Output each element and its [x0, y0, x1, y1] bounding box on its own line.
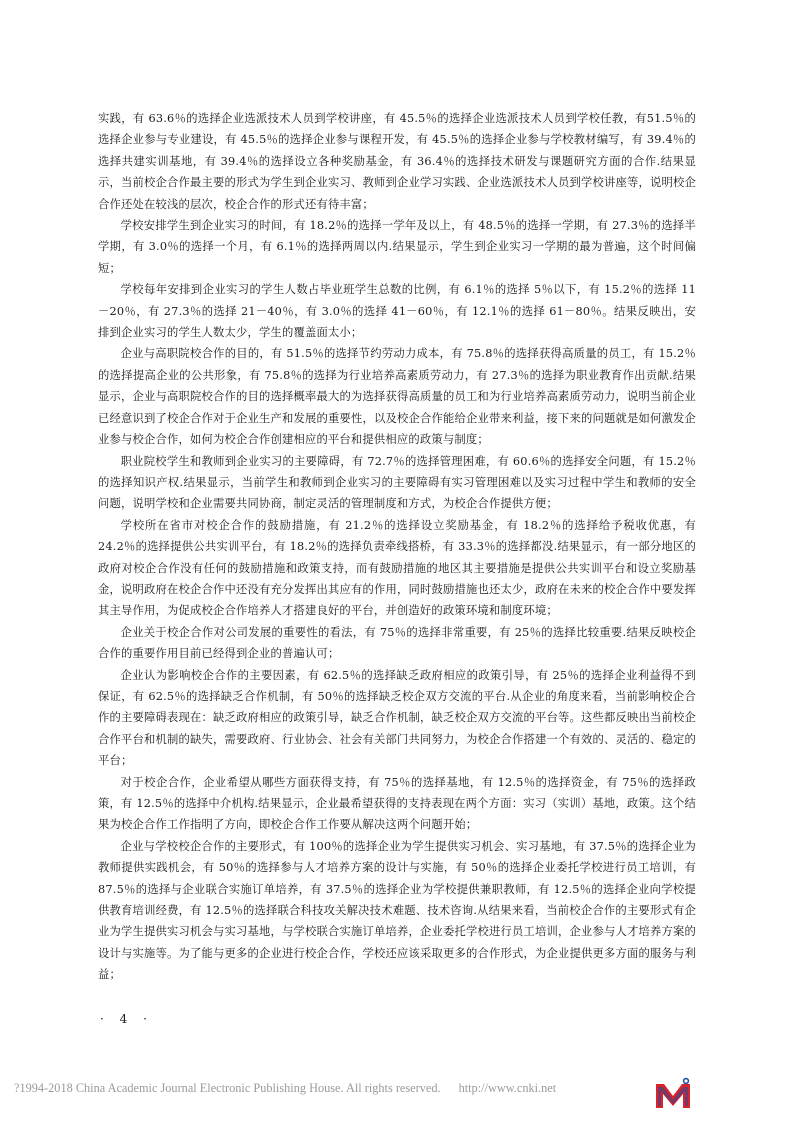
- footer-url[interactable]: http://www.cnki.net: [458, 1081, 557, 1095]
- paragraph-1: 实践，有 63.6％的选择企业选派技术人员到学校讲座，有 45.5％的选择企业选派技术人员到学校任教，有51.5％的选择企业参与专业建设，有 45.5％的选择企业参与课程开发，有 45.5％的选择企业参与学校教材编写，有 39.4％的选择共建实训基地，有 39.4％的选择设立各种奖励基金，有 36.4％的选择技术研发与课题研究方面的合作.结果显示，当前校企合作最主要的形式为学生到企业实习、教师到企业学习实践、企业选派技术人员到学校讲座等，说明校企合作还处在较浅的层次，校企合作的形式还有待丰富；: [98, 112, 696, 211]
- paragraph-8: 企业认为影响校企合作的主要因素，有 62.5％的选择缺乏政府相应的政策引导，有 25％的选择企业利益得不到保证，有 62.5％的选择缺乏合作机制，有 50％的选择缺乏校企双方交流的平台.从企业的角度来看，当前影响校企合作的主要障碍表现在：缺乏政府相应的政策引导，缺乏合作机制，缺乏校企双方交流的平台等。这些都反映出当前校企合作平台和机制的缺失，需要政府、行业协会、社会有关部门共同努力，为校企合作搭建一个有效的、灵活的、稳定的平台；: [98, 668, 696, 768]
- paragraph-5: 职业院校学生和教师到企业实习的主要障碍，有 72.7％的选择管理困难，有 60.6％的选择安全问题，有 15.2％的选择知识产权.结果显示，当前学生和教师到企业实习的主要障碍有实习管理困难以及实习过程中学生和教师的安全问题，说明学校和企业需要共同协商，制定灵活的管理制度和方式，为校企合作提供方便；: [98, 454, 696, 511]
- paragraph-10: 企业与学校校企合作的主要形式，有 100％的选择企业为学生提供实习机会、实习基地，有 37.5％的选择企业为教师提供实践机会，有 50％的选择参与人才培养方案的设计与实施，有 50％的选择企业委托学校进行员工培训，有 87.5％的选择与企业联合实施订单培养，有 37.5％的选择企业为学校提供兼职教师，有 12.5％的选择企业向学校提供教育培训经费，有 12.5％的选择联合科技攻关解决技术难题、技术咨询.从结果来看，当前校企合作的主要形式有企业为学生提供实习机会与实习基地，与学校联合实施订单培养，企业委托学校进行员工培训，企业参与人才培养方案的设计与实施等。为了能与更多的企业进行校企合作，学校还应该采取更多的合作形式，为企业提供更多方面的服务与利益；: [98, 839, 696, 982]
- paragraph-2: 学校安排学生到企业实习的时间，有 18.2％的选择一学年及以上，有 48.5％的选择一学期，有 27.3％的选择半学期，有 3.0％的选择一个月，有 6.1％的选择两周以内.结果显示，学生到企业实习一学期的最为普遍，这个时间偏短；: [98, 219, 696, 275]
- paragraph-7: 企业关于校企合作对公司发展的重要性的看法，有 75％的选择非常重要，有 25％的选择比较重要.结果反映校企合作的重要作用目前已经得到企业的普遍认可；: [98, 625, 696, 661]
- paragraph-3: 学校每年安排到企业实习的学生人数占毕业班学生总数的比例，有 6.1％的选择 5％以下，有 15.2％的选择 11－20％，有 27.3％的选择 21－40％，有 3.0％的选择 41－60％，有 12.1％的选择 61－80％。结果反映出，安排到企业实习的学生人数太少，学生的覆盖面太小；: [98, 283, 696, 340]
- cnki-logo-icon: [654, 1076, 692, 1110]
- copyright-footer: [14, 1081, 556, 1096]
- paragraph-9: 对于校企合作，企业希望从哪些方面获得支持，有 75％的选择基地，有 12.5％的选择资金，有 75％的选择政策，有 12.5％的选择中介机构.结果显示，企业最希望获得的支持表现在两个方面：实习（实训）基地，政策。这个结果为校企合作工作指明了方向，即校企合作工作要从解决这两个问题开始；: [98, 775, 696, 832]
- paragraph-4: 企业与高职院校合作的目的，有 51.5％的选择节约劳动力成本，有 75.8％的选择获得高质量的员工，有 15.2％的选择提高企业的公共形象，有 75.8％的选择为行业培养高素质劳动力，有 27.3％的选择为职业教育作出贡献.结果显示，企业与高职院校合作的目的选择概率最大的为选择获得高质量的员工和为行业培养高素质劳动力，说明当前企业已经意识到了校企合作对于企业生产和发展的重要性，以及校企合作能给企业带来利益，接下来的问题就是如何激发企业参与校企合作，如何为校企合作创建相应的平台和提供相应的政策与制度；: [98, 347, 696, 447]
- page-number: · 4 ·: [100, 1012, 153, 1026]
- paragraph-6: 学校所在省市对校企合作的鼓励措施，有 21.2％的选择设立奖励基金，有 18.2％的选择给予税收优惠，有 24.2％的选择提供公共实训平台，有 18.2％的选择负责牵线搭桥，有 33.3％的选择都没.结果显示，有一部分地区的政府对校企合作没有任何的鼓励措施和政策支持，而有鼓励措施的地区其主要措施是提供公共实训平台和设立奖励基金，说明政府在校企合作中还没有充分发挥出其应有的作用，同时鼓励措施也还太少，政府在未来的校企合作中要发挥其主导作用，为促成校企合作培养人才搭建良好的平台，并创造好的政策环境和制度环境；: [98, 518, 696, 618]
- copyright-text: ?1994-2018 China Academic Journal Electronic Publishing House. All rights reserved.: [14, 1081, 441, 1095]
- article-body: [98, 108, 696, 986]
